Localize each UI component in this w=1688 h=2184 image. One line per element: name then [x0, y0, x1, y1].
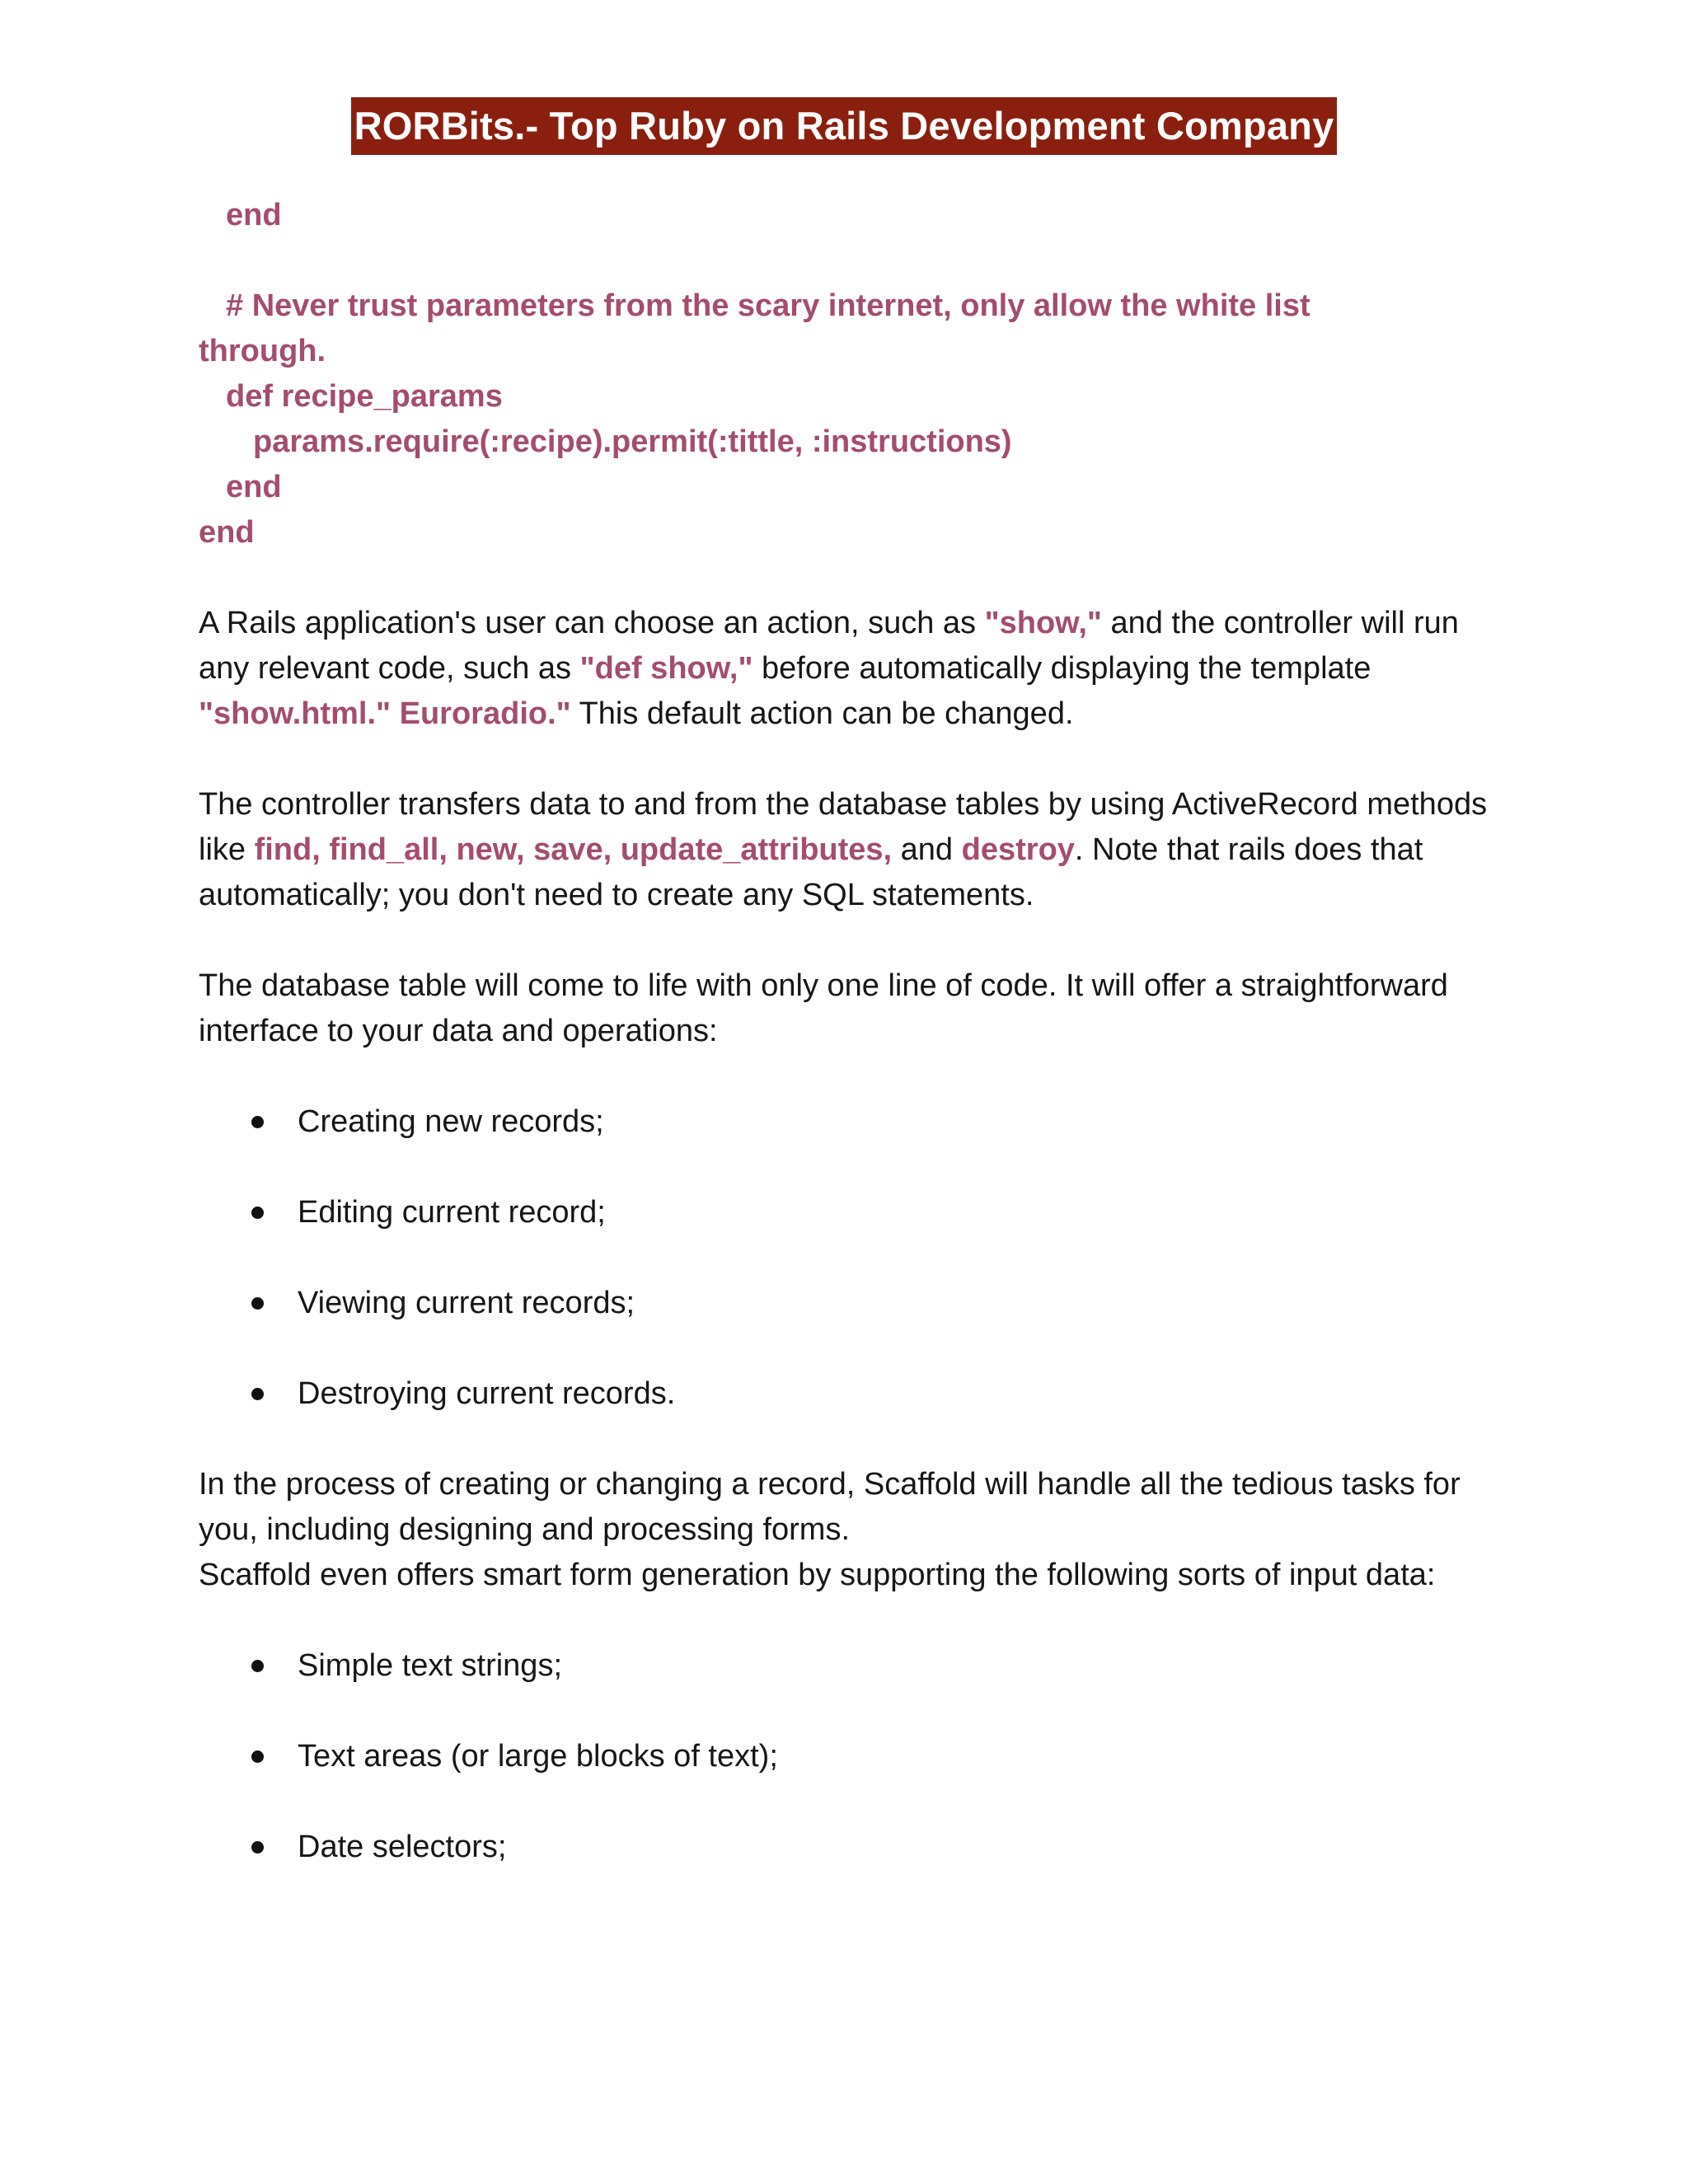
list-item-text: Text areas (or large blocks of text);: [298, 1739, 778, 1774]
list-item: [199, 1190, 1493, 1235]
list-item-text: Destroying current records.: [298, 1376, 676, 1411]
list-item: [199, 1371, 1493, 1417]
highlight-text: find, find_all, new, save, update_attributes,: [254, 832, 893, 867]
list-item: [199, 1734, 1493, 1779]
bullet-icon: [251, 1297, 264, 1310]
code-line: def recipe_params: [226, 379, 503, 414]
list-item-text: Viewing current records;: [298, 1286, 635, 1320]
code-line: end: [199, 515, 255, 550]
code-block: [199, 193, 1493, 555]
paragraph-database: The database table will come to life with only one line of code. It will offer a straightforward interface to your data and operations:: [199, 968, 1448, 1048]
paragraph-scaffold: In the process of creating or changing a record, Scaffold will handle all the tedious tasks for you, including designing and processing forms.: [199, 1467, 1461, 1547]
bullet-icon: [251, 1116, 264, 1128]
paragraph-activerecord: [199, 782, 1493, 918]
code-line: end: [226, 198, 282, 232]
header: [0, 97, 1688, 155]
list-item: [199, 1825, 1493, 1870]
paragraph-text: The controller transfers data to and from the database tables by using ActiveRecord methods like: [199, 787, 1488, 867]
paragraph-text: A Rails application's user can choose an action, such as: [199, 606, 985, 640]
paragraph-text: . Note that rails does that automatically; you don't need to create any SQL statements.: [199, 832, 1423, 912]
code-line-blank: [199, 238, 1493, 284]
list-item: [199, 1099, 1493, 1145]
bullet-icon: [251, 1388, 264, 1400]
code-line: end: [226, 470, 282, 504]
code-comment: # Never trust parameters from the scary internet, only allow the white list: [226, 288, 1311, 323]
bullet-icon: [251, 1750, 264, 1763]
header-title: RORBits.- Top Ruby on Rails Development Company: [351, 97, 1338, 155]
paragraph-actions: [199, 601, 1493, 737]
highlight-text: "def show,": [579, 651, 753, 686]
code-comment-continued: through.: [199, 334, 326, 368]
paragraph-text: This default action can be changed.: [570, 696, 1074, 731]
list-item: [199, 1643, 1493, 1689]
document-body: [199, 193, 1493, 1870]
highlight-text: destroy: [961, 832, 1075, 867]
bullet-icon: [251, 1207, 264, 1219]
input-types-list: [199, 1643, 1493, 1870]
code-line: params.require(:recipe).permit(:tittle, :instructions): [253, 424, 1012, 459]
highlight-text: "show.html." Euroradio.": [199, 696, 571, 731]
highlight-text: "show,": [984, 606, 1102, 640]
list-item-text: Simple text strings;: [298, 1648, 562, 1683]
paragraph-text: before automatically displaying the template: [753, 651, 1372, 686]
list-item: [199, 1281, 1493, 1326]
operations-list: [199, 1099, 1493, 1417]
list-item-text: Creating new records;: [298, 1104, 604, 1139]
paragraph-scaffold-forms: Scaffold even offers smart form generation by supporting the following sorts of input data:: [199, 1558, 1436, 1592]
bullet-icon: [251, 1660, 264, 1672]
bullet-icon: [251, 1841, 264, 1854]
paragraph-text: and: [892, 832, 962, 867]
list-item-text: Date selectors;: [298, 1830, 507, 1864]
list-item-text: Editing current record;: [298, 1195, 606, 1230]
paragraph-text: and the controller will run any relevant code, such as: [199, 606, 1459, 686]
